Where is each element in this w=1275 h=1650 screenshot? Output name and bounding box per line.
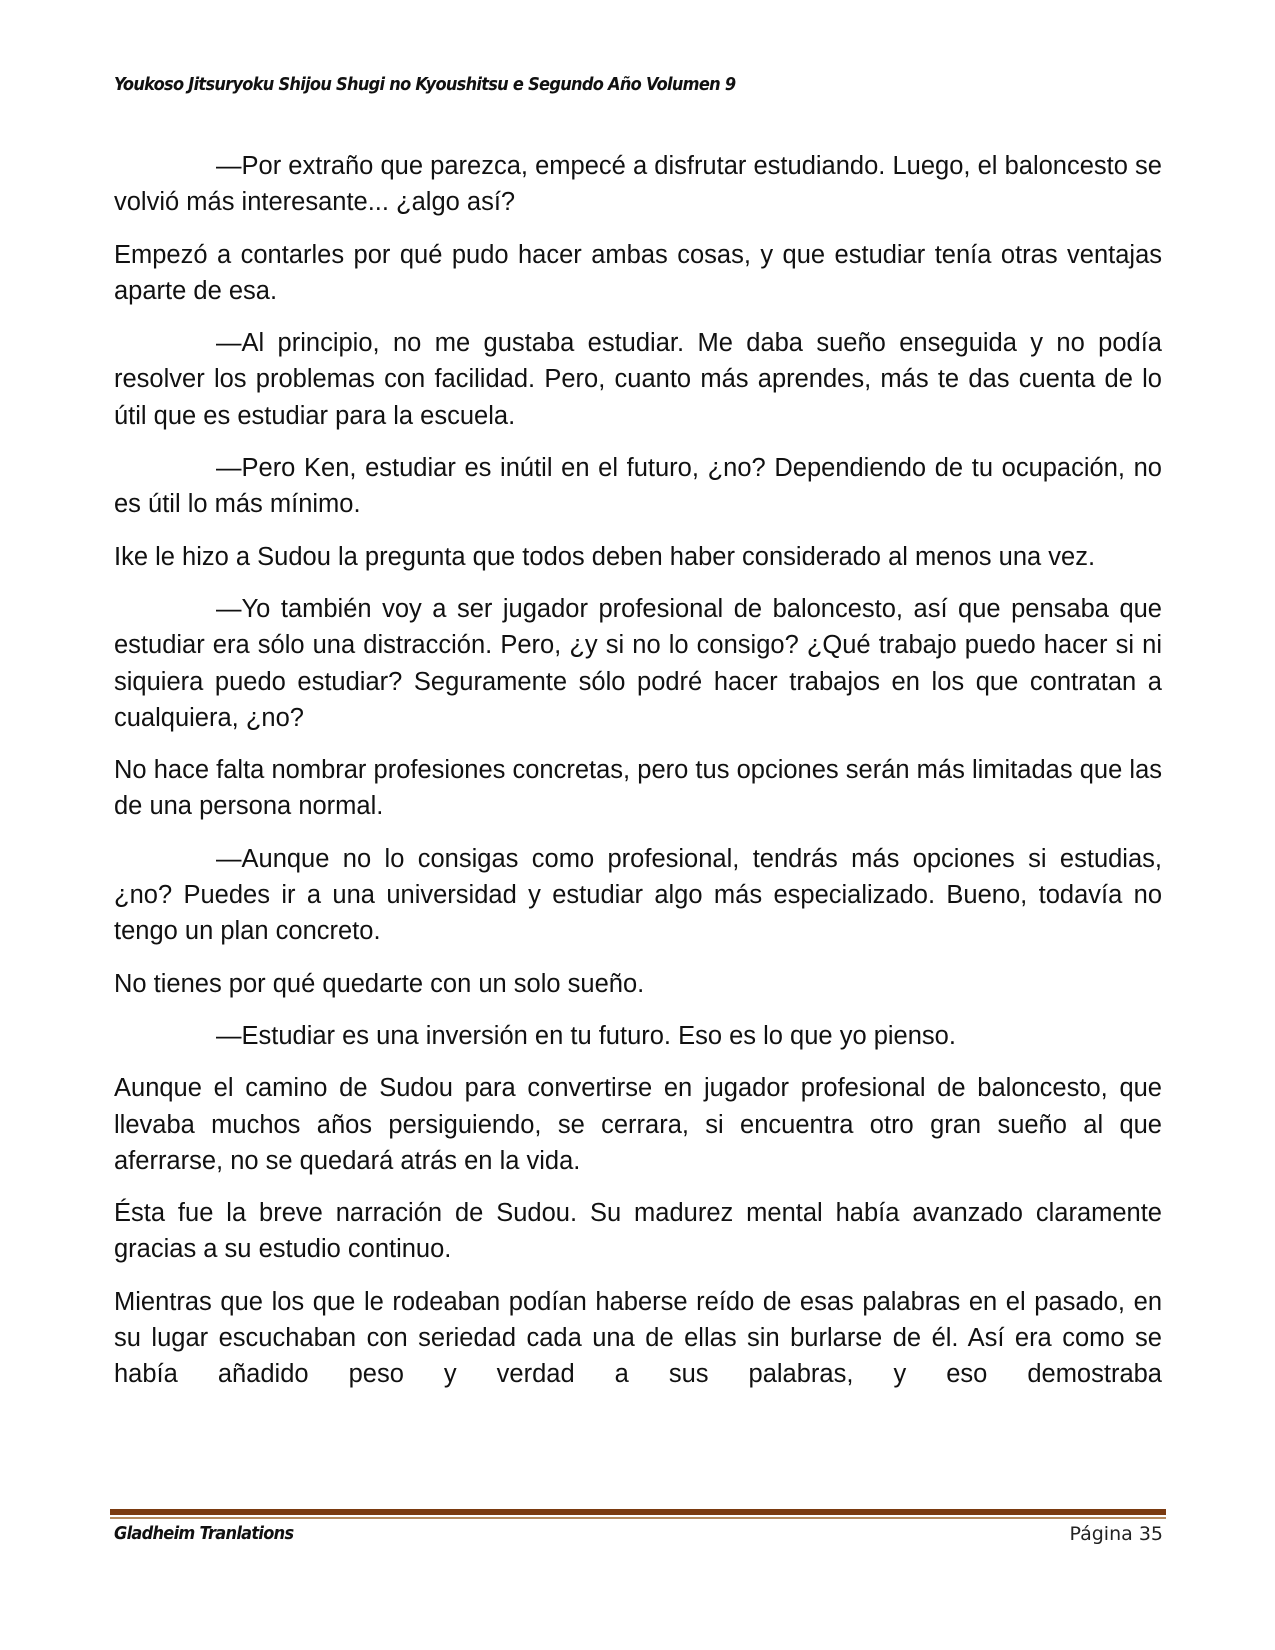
dialogue-paragraph: —Al principio, no me gustaba estudiar. Me daba sueño enseguida y no podía resolver los problemas con facilidad. Pero, cuanto más aprendes, más te das cuenta de lo útil que es estudiar para la escuela. [114,329,1162,430]
page-number [1069,1523,1163,1545]
narration-paragraph: Ésta fue la breve narración de Sudou. Su madurez mental había avanzado claramente gracias a su estudio continuo. [114,1199,1162,1264]
dialogue-paragraph: —Por extraño que parezca, empecé a disfrutar estudiando. Luego, el baloncesto se volvió más interesante... ¿algo así? [114,152,1162,217]
footer-divider-thin [110,1517,1166,1519]
page-number-value: 35 [1138,1523,1163,1545]
body-text [114,148,1162,1393]
narration-paragraph: No hace falta nombrar profesiones concretas, pero tus opciones serán más limitadas que las de una persona normal. [114,756,1162,821]
page-label: Página [1069,1523,1133,1545]
dialogue-paragraph: —Aunque no lo consigas como profesional, tendrás más opciones si estudias, ¿no? Puedes ir a una universidad y estudiar algo más especializado. Bueno, todavía no tengo un plan concreto. [114,844,1162,946]
dialogue-paragraph: —Estudiar es una inversión en tu futuro. Eso es lo que yo pienso. [216,1021,956,1050]
running-header: Youkoso Jitsuryoku Shijou Shugi no Kyoushitsu e Segundo Año Volumen 9 [114,74,736,95]
narration-paragraph: Aunque el camino de Sudou para convertirse en jugador profesional de baloncesto, que llevaba muchos años persiguiendo, se cerrara, si encuentra otro gran sueño al que aferrarse, no se quedará atrás en la vida. [114,1074,1162,1175]
dialogue-paragraph: —Pero Ken, estudiar es inútil en el futuro, ¿no? Dependiendo de tu ocupación, no es útil lo más mínimo. [114,454,1162,519]
footer-divider [110,1509,1166,1515]
narration-paragraph: Empezó a contarles por qué pudo hacer ambas cosas, y que estudiar tenía otras ventajas aparte de esa. [114,240,1162,305]
footer-translator: Gladheim Tranlations [114,1523,294,1544]
dialogue-paragraph: —Yo también voy a ser jugador profesional de baloncesto, así que pensaba que estudiar era sólo una distracción. Pero, ¿y si no lo consigo? ¿Qué trabajo puedo hacer si ni siquiera puedo estudiar? Seguramente sólo podré hacer trabajos en los que contratan a cualquiera, ¿no? [114,594,1162,732]
narration-paragraph: No tienes por qué quedarte con un solo sueño. [114,969,645,998]
narration-paragraph: Mientras que los que le rodeaban podían haberse reído de esas palabras en el pasado, en su lugar escuchaban con seriedad cada una de ellas sin burlarse de él. Así era como se había añadido peso y verdad a sus palabras, y eso demostraba [114,1287,1162,1389]
narration-paragraph: Ike le hizo a Sudou la pregunta que todos deben haber considerado al menos una vez. [114,542,1096,571]
